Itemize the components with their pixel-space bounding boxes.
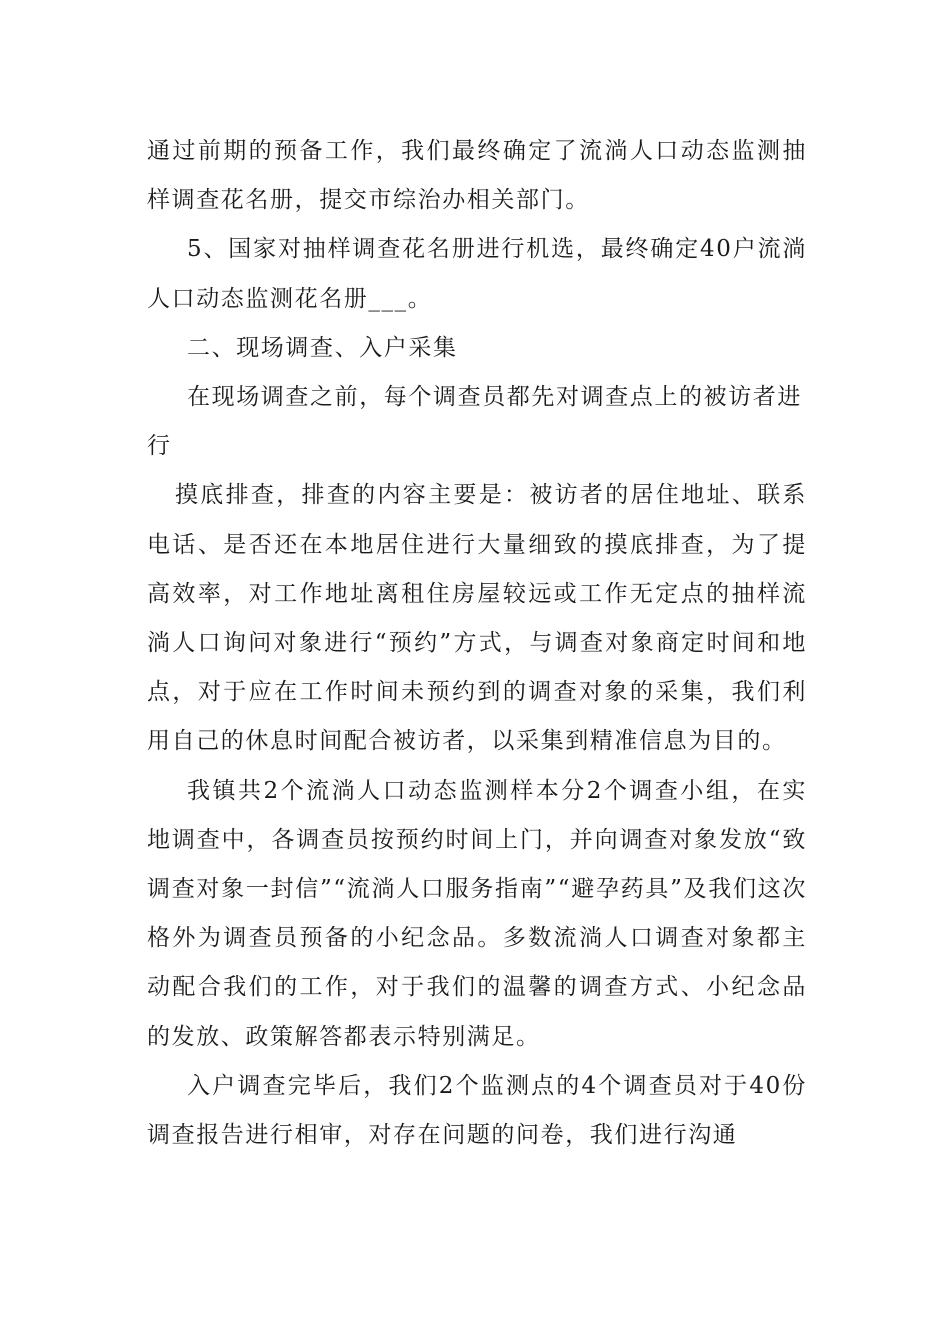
paragraph-2: 5、国家对抽样调查花名册进行机选，最终确定40户流淌人口动态监测花名册___。 [147, 236, 807, 312]
paragraph-6: 入户调查完毕后，我们2个监测点的4个调查员对于40份调查报告进行相审，对存在问题的问卷，我们进行沟通 [147, 1072, 807, 1149]
paragraph-5: 我镇共2个流淌人口动态监测样本分2个调查小组，在实地调查中，各调查员按预约时间上门，并向调查对象发放“致调查对象一封信”“流淌人口服务指南”“避孕药具”及我们这次格外为调查员预备的小纪念品。多数流淌人口调查对象都主动配合我们的工作，对于我们的温馨的调查方式、小纪念品的发放、政策解答都表示特别满足。 [147, 777, 807, 1050]
paragraph-1: 通过前期的预备工作，我们最终确定了流淌人口动态监测抽样调查花名册，提交市综治办相关部门。 [147, 138, 807, 214]
document-page [147, 127, 807, 1160]
paragraph-4: 摸底排查，排查的内容主要是：被访者的居住地址、联系电话、是否还在本地居住进行大量细致的摸底排查，为了提高效率，对工作地址离租住房屋较远或工作无定点的抽样流淌人口询问对象进行“预约”方式，与调查对象商定时间和地点，对于应在工作时间未预约到的调查对象的采集，我们利用自己的休息时间配合被访者，以采集到精准信息为目的。 [147, 482, 807, 755]
section-heading: 二、现场调查、入户采集 [187, 334, 458, 361]
paragraph-3: 在现场调查之前，每个调查员都先对调查点上的被访者进行 [147, 384, 802, 460]
